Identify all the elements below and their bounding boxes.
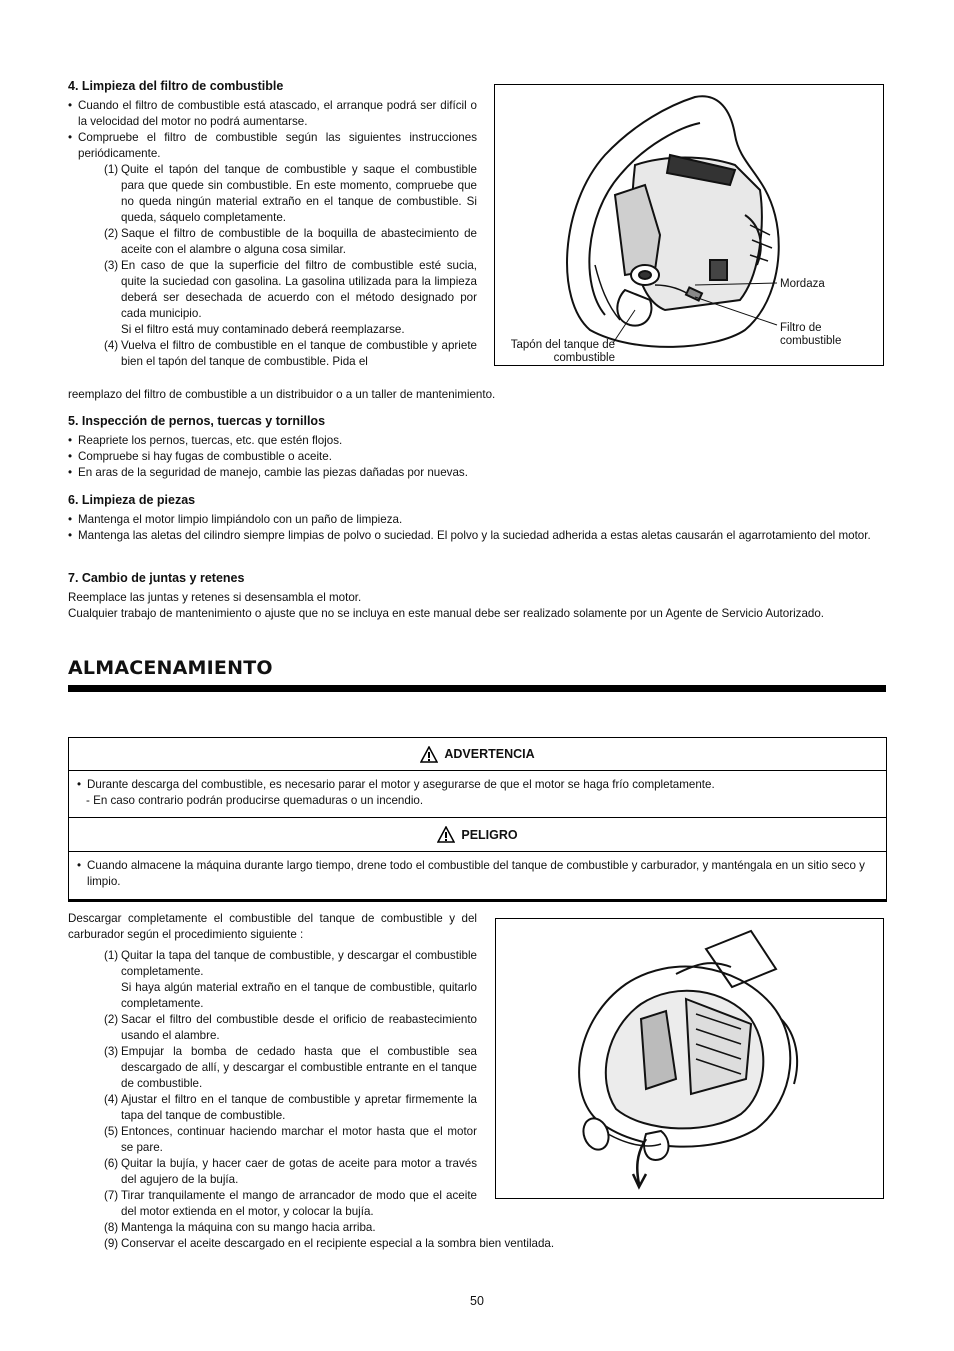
blower-illustration (495, 85, 883, 365)
step-number: (2) (104, 227, 119, 240)
step-number: (1) (104, 163, 119, 176)
list-item: • Mantenga las aletas del cilindro siempre limpias de polvo o suciedad. El polvo y la suciedad adherida a estas aletas causarán el agarrotamiento del motor. (68, 528, 886, 544)
list-item: (4) Ajustar el filtro en el tanque de combustible y apretar firmemente la tapa del tanque de combustible. (104, 1093, 477, 1122)
step-text: Saque el filtro de combustible de la boquilla de abastecimiento de aceite con el alambre o alguna cosa similar. (121, 227, 477, 256)
step-4-continuation: reemplazo del filtro de combustible a un distribuidor o a un taller de mantenimiento. (68, 388, 496, 401)
section-7-heading: 7. Cambio de juntas y retenes (68, 571, 245, 585)
storage-title: ALMACENAMIENTO (68, 657, 273, 679)
title-rule (68, 685, 886, 692)
step-number: (4) (104, 339, 119, 352)
list-item: • Durante descarga del combustible, es necesario parar el motor y asegurarse de que el motor se haga frío completamente. (77, 777, 878, 793)
step-text: Vuelva el filtro de combustible en el tanque de combustible y apriete bien el tapón del tanque de combustible. Pida el (121, 339, 477, 368)
list-item: • Mantenga el motor limpio limpiándolo con un paño de limpieza. (68, 512, 886, 528)
label-filtro-line1: Filtro de (780, 322, 822, 334)
list-item: (5) Entonces, continuar haciendo marchar el motor hasta que el motor se pare. (104, 1125, 477, 1154)
list-item: • En aras de la seguridad de manejo, cambie las piezas dañadas por nuevas. (68, 465, 886, 481)
danger-header (69, 817, 886, 851)
warning-triangle-icon (437, 826, 455, 843)
list-item: (3) Empujar la bomba de cedado hasta que el combustible sea descargado de allí, y descargar el combustible entrante en el tanque de combustible. (104, 1045, 477, 1090)
danger-body (69, 851, 886, 890)
list-item: (2) Sacar el filtro del combustible desde el orificio de reabastecimiento usando el alambre. (104, 1013, 477, 1042)
page-number: 50 (470, 1294, 484, 1308)
section-5-heading: 5. Inspección de pernos, tuercas y tornillos (68, 414, 326, 428)
label-tapon-line1: Tapón del tanque de (510, 339, 615, 351)
warning-label: ADVERTENCIA (444, 747, 535, 761)
list-item (104, 226, 477, 258)
figure-fuel-filter (494, 84, 884, 366)
step-text: Quite el tapón del tanque de combustible y saque el combustible para que quede sin combustible. En este momento, compruebe que no queda ningún material extraño en el tanque de combustible. Si queda, sáquelo completamente. (121, 163, 477, 224)
list-item: • Reapriete los pernos, tuercas, etc. que estén flojos. (68, 433, 886, 449)
paragraph: Reemplace las juntas y retenes si desensambla el motor. (68, 591, 362, 604)
list-item (104, 162, 477, 226)
warning-body (69, 770, 886, 817)
warning-header (69, 738, 886, 770)
box-bottom-rule (68, 899, 887, 901)
list-item: (6) Quitar la bujía, y hacer caer de gotas de aceite para motor a través del agujero de la bujía. (104, 1157, 477, 1186)
safety-box (68, 737, 887, 902)
warning-sub: - En caso contrario podrán producirse quemaduras o un incendio. (86, 794, 424, 807)
list-item: (7) Tirar tranquilamente el mango de arrancador de modo que el aceite del motor extienda en el motor, y colocar la bujía. (104, 1189, 477, 1218)
step-note: Si el filtro está muy contaminado deberá reemplazarse. (121, 323, 405, 336)
label-filtro-line2: combustible (780, 335, 842, 347)
list-item: (1) Quitar la tapa del tanque de combustible, y descargar el combustible completamente. Si haya algún material extraño en el tanque de combustible, quitarlo completamente. (104, 949, 477, 1010)
paragraph: Cualquier trabajo de mantenimiento o ajuste que no se incluya en este manual debe ser realizado solamente por un Agente de Servicio Autorizado. (68, 607, 825, 620)
section-7-body (68, 590, 886, 622)
list-item: (8) Mantenga la máquina con su mango hacia arriba. (104, 1221, 376, 1234)
list-item: • Compruebe el filtro de combustible según las siguientes instrucciones periódicamente. (68, 130, 477, 162)
section-5-body (68, 433, 886, 481)
section-4-body (68, 98, 477, 370)
section-4-heading: 4. Limpieza del filtro de combustible (68, 79, 284, 93)
figure-fuel-drain (495, 918, 884, 1199)
storage-steps-wide (104, 1220, 804, 1252)
step-text: En caso de que la superficie del filtro de combustible esté sucia, quite la suciedad con gasolina. La gasolina utilizada para la limpieza deberá ser desechada de acuerdo con el método designado por cada municipio. (121, 259, 477, 320)
label-mordaza: Mordaza (780, 278, 825, 290)
label-tapon-line2: combustible (553, 352, 615, 364)
list-item: • Compruebe si hay fugas de combustible o aceite. (68, 449, 886, 465)
danger-label: PELIGRO (461, 827, 518, 842)
list-item: • Cuando almacene la máquina durante largo tiempo, drene todo el combustible del tanque de combustible y carburador, y manténgala en un sitio seco y limpio. (77, 858, 878, 890)
list-item: • Cuando el filtro de combustible está atascado, el arranque podrá ser difícil o la velocidad del motor no podrá aumentarse. (68, 98, 477, 130)
blower-drain-illustration (496, 919, 883, 1198)
list-item (104, 258, 477, 338)
warning-triangle-icon (420, 746, 438, 763)
storage-steps (104, 948, 477, 1220)
section-6-heading: 6. Limpieza de piezas (68, 493, 196, 507)
list-item: (9) Conservar el aceite descargado en el recipiente especial a la sombra bien ventilada. (104, 1237, 555, 1250)
step-number: (3) (104, 259, 119, 272)
list-item (104, 338, 477, 370)
storage-intro: Descargar completamente el combustible del tanque de combustible y del carburador según el procedimiento siguiente : (68, 912, 477, 941)
section-6-body (68, 512, 886, 544)
